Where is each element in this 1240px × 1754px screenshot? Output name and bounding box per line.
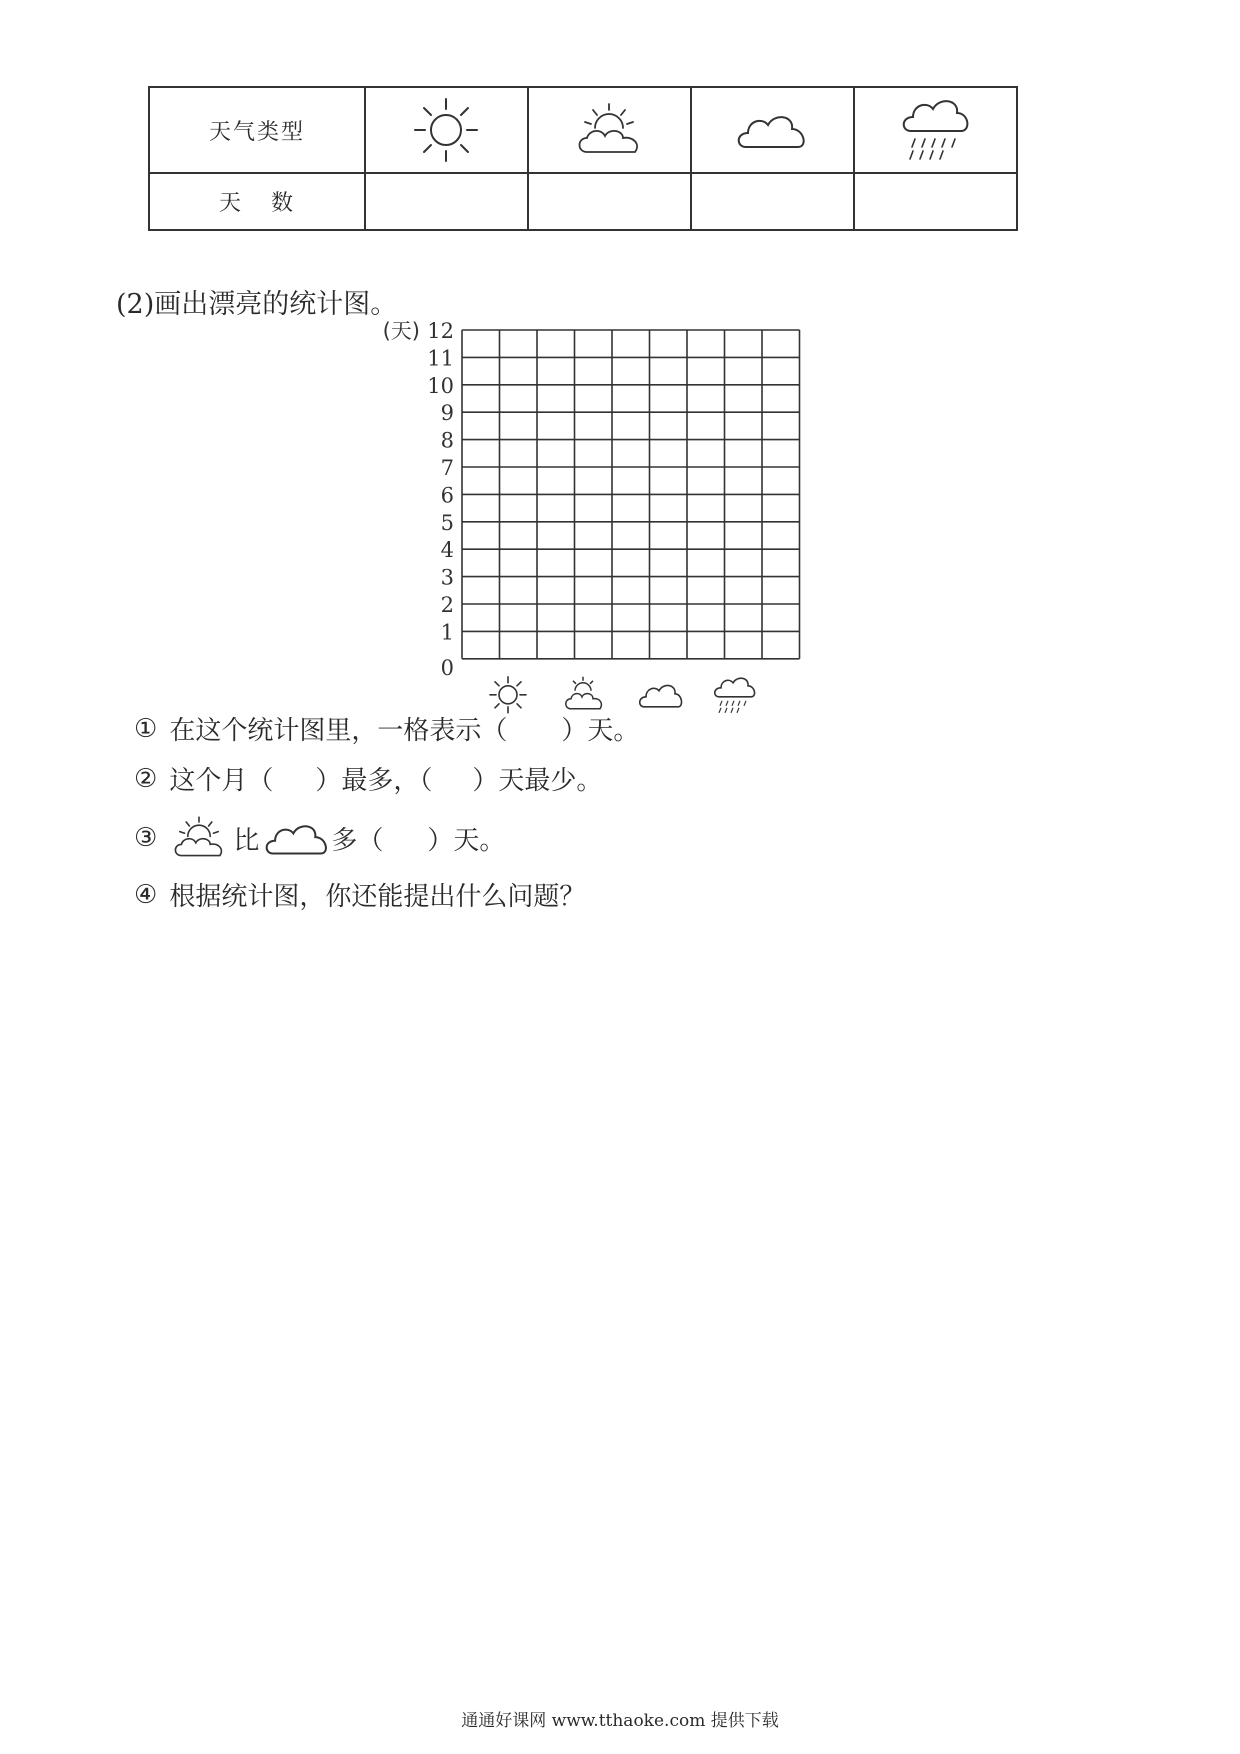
question-2-text-a: 这个月（ (169, 766, 274, 796)
y-tick-label: 6 (440, 483, 454, 508)
question-1-text-b: ）天。 (561, 716, 640, 746)
y-tick-label: 10 (427, 373, 454, 398)
question-3-text-c: ）天。 (427, 825, 506, 856)
y-tick-label: 9 (440, 401, 454, 426)
rain-column (854, 87, 1017, 173)
sun-column (365, 87, 528, 173)
y-tick-label: 3 (440, 565, 454, 590)
cloud-days-cell[interactable] (691, 173, 854, 230)
question-3-text-a: 比 (233, 825, 260, 856)
weather-type-header: 天气类型 (149, 87, 365, 173)
y-tick-label: 2 (440, 593, 454, 617)
sun-icon (411, 95, 481, 165)
cloud-icon (640, 685, 682, 706)
cloud-icon (263, 817, 331, 859)
y-tick-label: 11 (427, 346, 454, 371)
question-4-number: ④ (134, 879, 158, 910)
section-title: (2)画出漂亮的统计图。 (116, 289, 398, 320)
question-1 (134, 710, 639, 747)
y-axis-unit-label: (天) (382, 319, 420, 343)
rain-icon (899, 97, 971, 163)
sun-icon (490, 677, 526, 713)
y-tick-label: 8 (440, 428, 454, 453)
y-tick-label: 0 (440, 655, 454, 680)
days-header (149, 173, 365, 230)
partly-cloudy-icon (573, 100, 645, 160)
sun-days-cell[interactable] (365, 173, 528, 230)
question-1-text-a: 在这个统计图里，一格表示（ (169, 716, 508, 746)
partly-cloudy-icon (169, 814, 229, 862)
days-header-char-2: 数 (270, 191, 295, 216)
weather-table (148, 86, 1018, 231)
question-3-number: ③ (134, 823, 158, 853)
question-4 (134, 876, 585, 913)
question-4-text: 根据统计图，你还能提出什么问题？ (169, 882, 586, 912)
days-header-char-1: 天 (218, 191, 243, 216)
bar-chart-grid (340, 318, 810, 718)
question-2-text-c: ）天最少。 (472, 766, 603, 796)
cloud-icon (736, 107, 808, 153)
question-2 (134, 760, 602, 797)
question-1-number: ① (134, 713, 158, 744)
partly-cloudy-icon (566, 677, 602, 709)
y-tick-label: 5 (440, 510, 454, 535)
y-tick-label: 4 (440, 538, 454, 563)
question-2-text-b: ）最多，（ (315, 766, 433, 796)
cloud-column (691, 87, 854, 173)
partly-cloudy-days-cell[interactable] (528, 173, 691, 230)
y-tick-label: 7 (440, 456, 454, 480)
footer: 通通好课网 www.tthaoke.com 提供下载 (461, 1711, 779, 1731)
question-3-text-b: 多（ (331, 825, 384, 856)
question-3 (134, 814, 505, 862)
y-tick-label: 12 (427, 319, 454, 343)
rain-icon (715, 678, 755, 713)
question-2-number: ② (134, 763, 158, 794)
rain-days-cell[interactable] (854, 173, 1017, 230)
partly-cloudy-column (528, 87, 691, 173)
y-tick-label: 1 (440, 620, 454, 645)
